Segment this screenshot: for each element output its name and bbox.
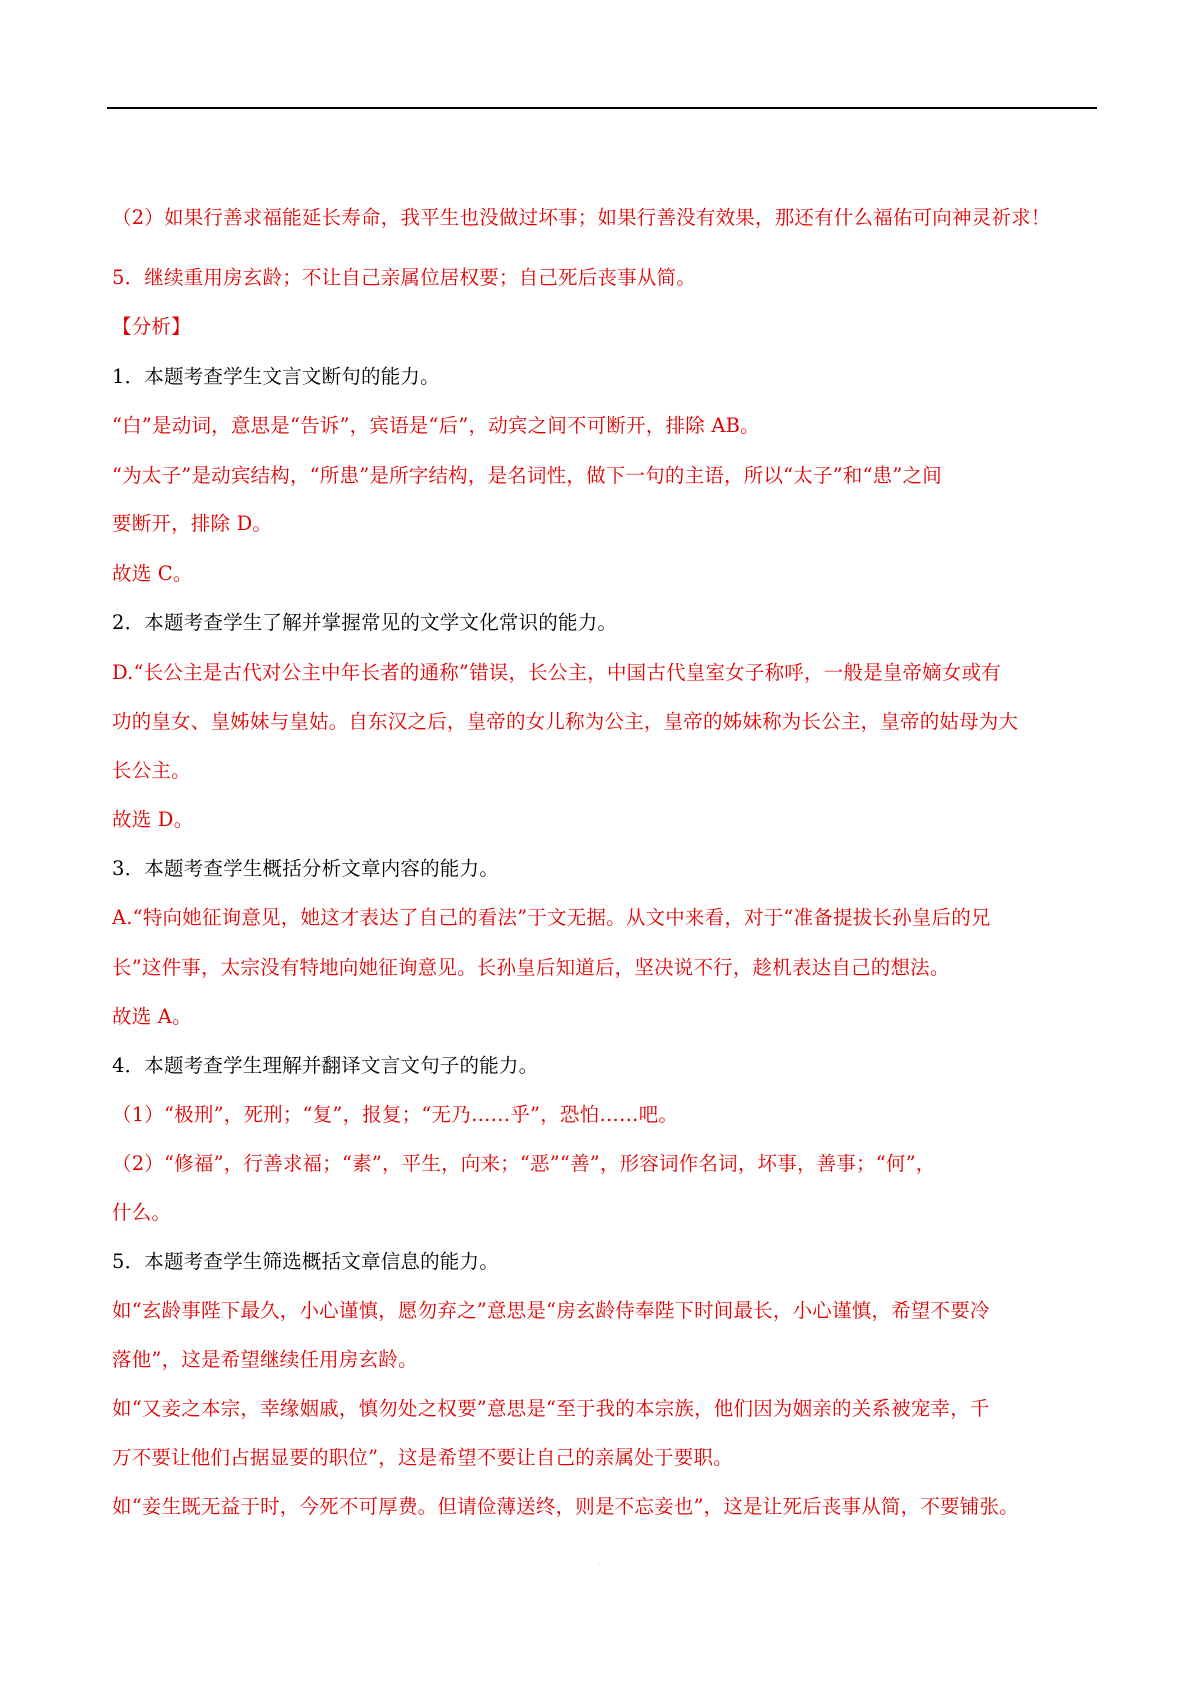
question-3-answer: 故选 A。 bbox=[112, 1005, 192, 1028]
question-1-analysis-line-2: “为太子”是动宾结构，“所患”是所字结构，是名词性，做下一句的主语，所以“太子”和“患”之间 bbox=[112, 464, 942, 487]
question-2-answer: 故选 D。 bbox=[112, 808, 194, 831]
question-1-answer: 故选 C。 bbox=[112, 562, 193, 585]
question-2-analysis-line-2: 功的皇女、皇姊妹与皇姑。自东汉之后，皇帝的女儿称为公主，皇帝的姊妹称为长公主，皇帝的姑母为大 bbox=[112, 710, 1019, 733]
question-5-analysis-2-line-2: 万不要让他们占据显要的职位”，这是希望不要让自己的亲属处于要职。 bbox=[112, 1446, 733, 1469]
question-3-analysis-line-2: 长”这件事，太宗没有特地向她征询意见。长孙皇后知道后，坚决说不行，趁机表达自己的想法。 bbox=[112, 956, 950, 979]
question-1-heading: 1．本题考查学生文言文断句的能力。 bbox=[112, 365, 440, 388]
question-5-analysis-2-line-1: 如“又妾之本宗，幸缘姻戚，慎勿处之权要”意思是“至于我的本宗族，他们因为姻亲的关系被宠幸，千 bbox=[112, 1397, 990, 1420]
question-4-heading: 4．本题考查学生理解并翻译文言文句子的能力。 bbox=[112, 1054, 539, 1077]
question-3-analysis-line-1: A.“特向她征询意见，她这才表达了自己的看法”于文无据。从文中来看，对于“准备提拔长孙皇后的兄 bbox=[112, 906, 991, 929]
question-3-heading: 3．本题考查学生概括分析文章内容的能力。 bbox=[112, 857, 499, 880]
answer-5: 5．继续重用房玄龄；不让自己亲属位居权要；自己死后丧事从简。 bbox=[112, 266, 696, 289]
question-5-heading: 5．本题考查学生筛选概括文章信息的能力。 bbox=[112, 1250, 499, 1273]
footer-mark: · bbox=[598, 1560, 601, 1569]
question-2-analysis-line-1: D.“长公主是古代对公主中年长者的通称”错误，长公主，中国古代皇室女子称呼，一般是皇帝嫡女或有 bbox=[112, 661, 1001, 684]
question-1-analysis-line-1: “白”是动词，意思是“告诉”，宾语是“后”，动宾之间不可断开，排除 AB。 bbox=[112, 414, 760, 437]
question-5-analysis-1-line-2: 落他”，这是希望继续任用房玄龄。 bbox=[112, 1348, 418, 1371]
question-4-analysis-2-line-2: 什么。 bbox=[112, 1201, 172, 1224]
question-5-analysis-1-line-1: 如“玄龄事陛下最久，小心谨慎，愿勿弃之”意思是“房玄龄侍奉陛下时间最长，小心谨慎，希望不要冷 bbox=[112, 1299, 990, 1322]
question-5-analysis-3: 如“妾生既无益于时，今死不可厚费。但请俭薄送终，则是不忘妾也”，这是让死后丧事从简，不要铺张。 bbox=[112, 1495, 1019, 1518]
analysis-heading: 【分析】 bbox=[112, 315, 191, 338]
question-4-analysis-2-line-1: （2）“修福”，行善求福；“素”，平生，向来；“恶”“善”，形容词作名词，坏事，善事；“何”， bbox=[112, 1152, 936, 1175]
question-2-analysis-line-3: 长公主。 bbox=[112, 759, 191, 782]
question-1-analysis-line-3: 要断开，排除 D。 bbox=[112, 512, 273, 535]
header-rule bbox=[107, 107, 1097, 109]
answer-4-2-translation: （2）如果行善求福能延长寿命，我平生也没做过坏事；如果行善没有效果，那还有什么福佑可向神灵祈求！ bbox=[112, 206, 1051, 229]
question-4-analysis-1: （1）“极刑”，死刑；“复”，报复；“无乃……乎”，恐怕……吧。 bbox=[112, 1103, 679, 1126]
question-2-heading: 2．本题考查学生了解并掌握常见的文学文化常识的能力。 bbox=[112, 611, 618, 634]
